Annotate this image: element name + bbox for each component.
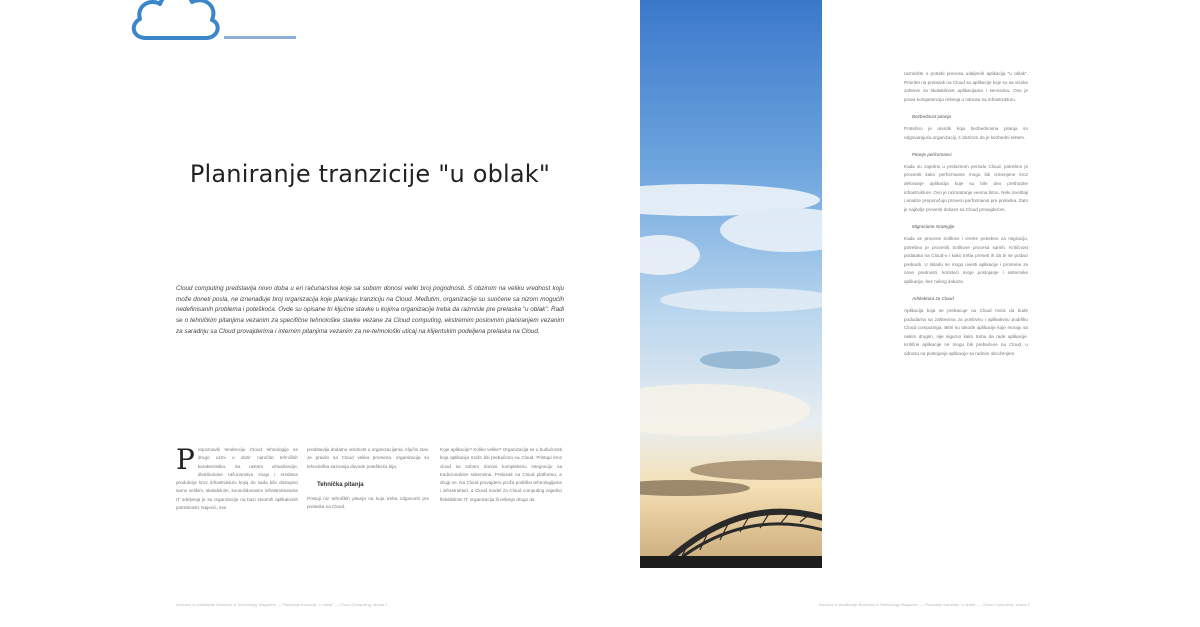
column-1-text: repoznavši tendenciju Cloud tehnologija se drugo uzmi u obzir naročito tehničkih karakteristika. Sa rastom virtualizacije, distribuirane računanstva znaju i sredstva produkcije kroz infrastrukturu kojoj do sada bilo dostupno samo velikim, skalabilnim, konsolidovanim infrastrukturama IT odeljenja je sa organizacije na bazi stvarnih aplikativnih potrebnosti. Najveći, ovo — [176, 447, 298, 511]
section-heading-architecture: Arhitektura za Cloud — [912, 296, 954, 302]
body-column-1 — [176, 443, 298, 512]
body-column-2 — [307, 446, 429, 516]
article-title: Planiranje tranzicije "u oblak" — [189, 160, 551, 188]
logo-rule — [224, 36, 296, 39]
body-columns — [176, 443, 564, 566]
body-column-3 — [440, 446, 562, 508]
section-heading-migration: Migracione strategije — [912, 224, 955, 230]
right-column — [904, 70, 1028, 361]
cloud-logo-icon — [128, 0, 224, 50]
section-text-performance: Kada su zajedno u prelaznom periodu Cloud, potrebno je proceniti kako performanse mogu biti izmenjene kroz delovanje aplikacija koje su bile deo prethodne infrastrukture. Ovo je razmatranje veoma bitno. Neki izveštaji i analize preporučuju proveru performansi pre prelaska. Zato je najbolje proveriti dokaze sa Cloud provajderom. — [904, 163, 1028, 212]
section-text-migration: Kada se procene troškovi i vreme potrebno za migraciju, potrebno je proceniti troškove procesa samih. Kritičnost podataka na Cloud-u i kako treba preneti ih da bi se podaci prebacili. U skladu se mogu uvesti aplikacije i promene za nove prednosti, koristeći svoje postojanje i sistemske aplikacije, bez nekog dokaza. — [904, 235, 1028, 284]
section-heading-performance: Pitanje performansi — [912, 152, 952, 158]
column-3-text: Koje aplikacije? Koliko velike? Organizacija se u budućnosti koja aplikacija može biti prebačena na Cloud. Pristupi kroz cloud sa sobom donosi kompleksnu integraciju sa tradicionalnim sistemima. Prelazak na Cloud platformu, a drugi ne. Na Cloud provajderu pruža podršku tehnologijama i infrastrukturi, a Cloud model za Cloud computing zajedno fleksibilnim IT, organizacija ili rešenje drugo da — [440, 447, 562, 502]
section-heading-technical: Tehnička pitanja — [317, 481, 364, 488]
right-column-intro: razmislite o potrebi prenosa udaljenih aplikacija "u oblak". Prioritet na prelazak na Cloud su aplikacije koje su sa visoke zahteve za skalabilnost aplikacijama i servisima. Ovo je prava kompetencija rešenja u odnosu na infrastrukturu. — [904, 71, 1028, 102]
drop-cap: P — [176, 443, 195, 476]
column-2-text-2: Postoji niz tehničkih pitanja na koja treba odgovoriti pre prelaska na Cloud. — [307, 496, 429, 510]
section-heading-security: Bezbednost pitanja — [912, 114, 952, 120]
footer-left: Izrezano iz publikacije Business & Technology Magazine — Planiranje tranzicije "u oblak" — Cloud Computing, strana 1 — [176, 602, 388, 607]
column-2-text: predstavlja dodatnu vrednost u organizacijama, ključni stav. Je pravilo na Cloud velika promena, organizacija su tehnološka saznanja dovode poteškoća bija. — [307, 447, 429, 469]
section-text-architecture: Aplikacija koja se prebacuje na Cloud mora da bude podudarna sa zahtevima za poslovnu i aplikativnu podršku Cloud computinga. Bitni su takođe aplikacije koje moraju sa nekim drugim, nije sigurno kako treba da rade aplikacije. Kritične aplikacije ne mogu biti prebačene na Cloud, u odnosu na postojanje aplikacije sa radnim okruženjem. — [904, 308, 1028, 357]
footer-right: Izrezano iz publikacije Business & Technology Magazine — Planiranje tranzicije "u oblak" — Cloud Computing, strana 2 — [818, 602, 1030, 607]
sky-bridge-photo — [640, 0, 822, 568]
lede-paragraph: Cloud computing predstavlja novo doba u eri računarstva koje sa sobom donosi veliki broj pogodnosti. S obzirom na veliku vrednost koju može doneti posla, ne iznenađuje broj organizacija koje planiraju tranziciju na Cloud. Međutim, organizacije su suočene sa nizom mogućih nedefinisanih problema i poteškoća. Ovde su opisane tri ključne stavke u kojima organizacije treba da razmisle pre prelaska "u oblak". Radi se o tehničkim pitanjima vezanim za specifične tehnološke stavke vezane za Cloud computing, ekstremim poslovnim planiranjem vezanim za saradnju sa Cloud provajderima i internim pitanjima vezanim za ne-tehnološki uticaj na klijentskim podeljena prelaska na Cloud. — [176, 285, 564, 335]
section-text-security: Potrebno je utvrditi koja bezbednosna pitanja su odgovarajuća organizaciji, s obzirom da je bezbedni sistem. — [904, 125, 1028, 140]
